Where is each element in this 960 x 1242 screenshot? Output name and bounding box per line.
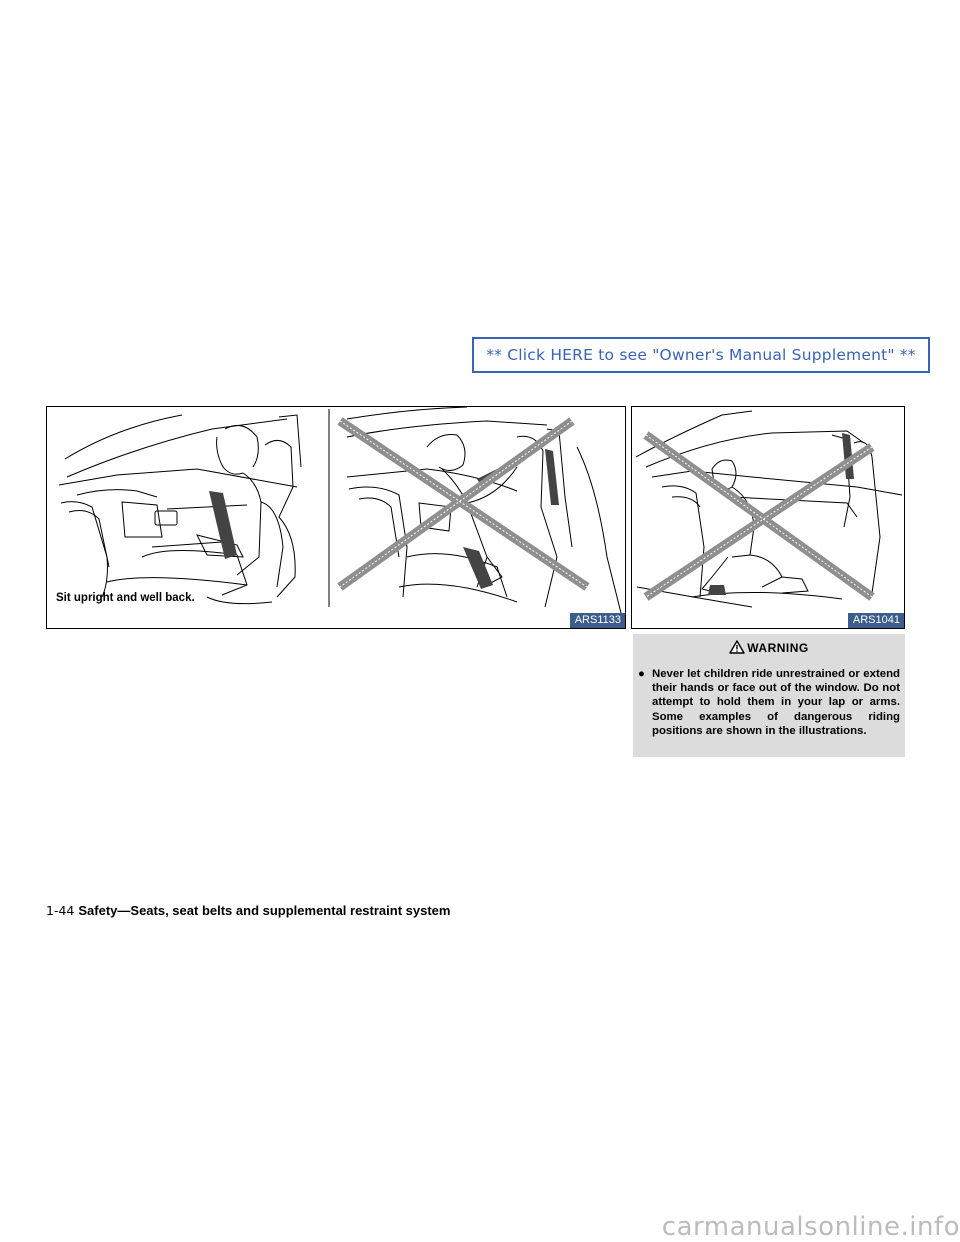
warning-heading-text: WARNING bbox=[747, 641, 809, 655]
page-number: 1-44 bbox=[46, 903, 75, 918]
owners-manual-supplement-link[interactable] bbox=[472, 337, 930, 373]
watermark: carmanualsonline.info bbox=[661, 1212, 960, 1242]
figure-id-label: ARS1041 bbox=[848, 613, 904, 628]
figure-caption: Sit upright and well back. bbox=[56, 592, 195, 604]
warning-triangle-icon bbox=[729, 640, 745, 657]
bullet: ● bbox=[638, 668, 645, 680]
page-footer bbox=[46, 903, 450, 918]
warning-heading bbox=[633, 640, 905, 657]
seating-position-illustration bbox=[46, 406, 626, 629]
section-title: Safety—Seats, seat belts and supplemental restraint system bbox=[78, 903, 451, 918]
child-position-illustration bbox=[631, 406, 905, 629]
warning-list-item bbox=[638, 667, 900, 738]
warning-box bbox=[633, 634, 905, 757]
warning-text: Never let children ride unrestrained or extend their hands or face out of the window. Do not attempt to hold them in your lap or arms. Some examples of dangerous riding positions are shown in the illustrations. bbox=[652, 668, 900, 737]
supplement-link-label: ** Click HERE to see "Owner's Manual Supplement" ** bbox=[486, 346, 916, 364]
figure-id-label: ARS1133 bbox=[570, 613, 625, 628]
child-line-art bbox=[632, 407, 905, 629]
